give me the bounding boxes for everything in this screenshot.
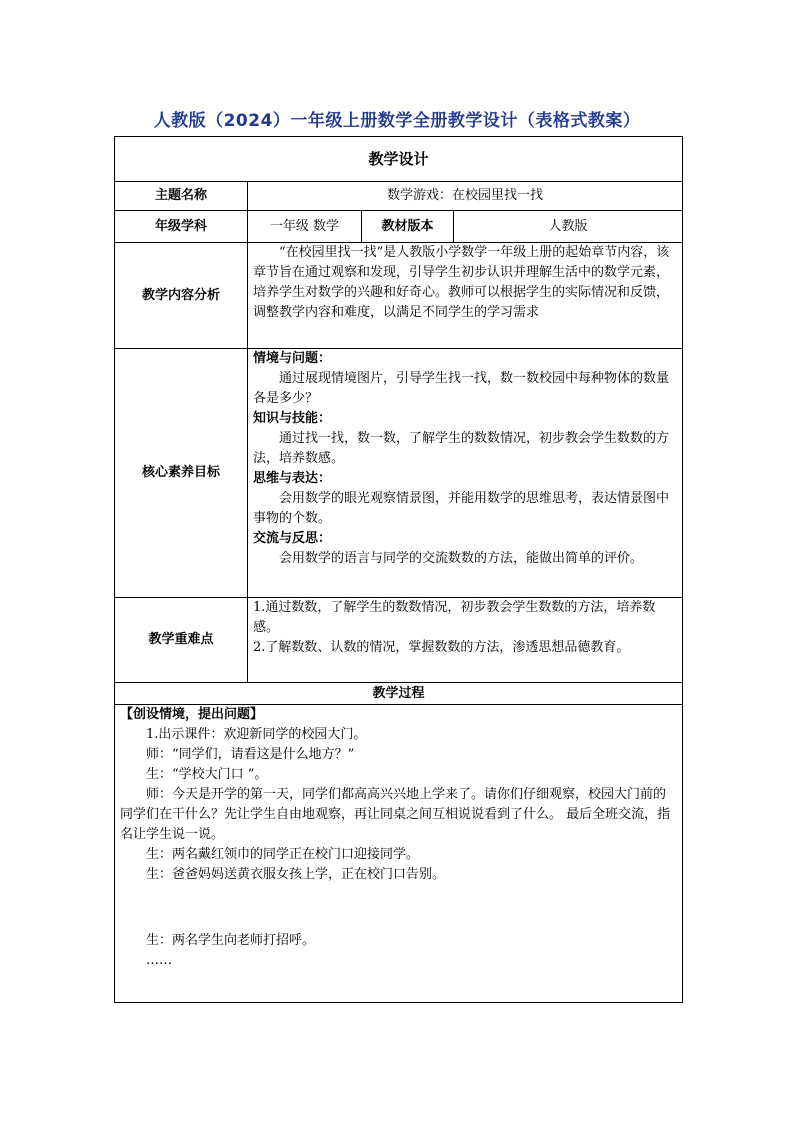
goals-label: 核心素养目标 bbox=[115, 349, 248, 598]
analysis-content bbox=[248, 243, 683, 349]
process-content bbox=[115, 705, 683, 1003]
keypoints-label: 教学重难点 bbox=[115, 598, 248, 683]
goals-row bbox=[115, 349, 683, 598]
process-line: 生：两名戴红领巾的同学正在校门口迎接同学。 bbox=[146, 847, 420, 862]
process-line: 师：今天是开学的第一天，同学们都高高兴兴地上学来了。请你们仔细观察，校园大门前的同学们在干什么？先让学生自由地观察，再让同桌之间互相说说看到了什么。 最后全班交流，指名让学生说一说。 bbox=[120, 787, 671, 842]
goal-text: 会用数学的语言与同学的交流数数的方法，能做出简单的评价。 bbox=[279, 551, 644, 566]
grade-value: 一年级 数学 bbox=[248, 211, 362, 243]
process-label: 教学过程 bbox=[115, 683, 683, 705]
lesson-plan-table bbox=[114, 136, 683, 1003]
keypoint-item: 2.了解数数、认数的情况，掌握数数的方法，渗透思想品德教育。 bbox=[253, 640, 630, 655]
process-line: 1.出示课件：欢迎新同学的校园大门。 bbox=[146, 727, 367, 742]
keypoints-row bbox=[115, 598, 683, 683]
process-section-title: 【创设情境，提出问题】 bbox=[120, 707, 264, 722]
process-line: 生：两名学生向老师打招呼。 bbox=[146, 933, 316, 948]
process-line: 生：爸爸妈妈送黄衣服女孩上学，正在校门口告别。 bbox=[146, 867, 446, 882]
process-line: 生：“学校大门口 ”。 bbox=[146, 767, 268, 782]
grade-row bbox=[115, 211, 683, 243]
process-header-row bbox=[115, 683, 683, 705]
topic-label: 主题名称 bbox=[115, 182, 248, 211]
goal-text: 会用数学的眼光观察情景图，并能用数学的思维思考，表达情景图中事物的个数。 bbox=[253, 491, 670, 526]
goal-text: 通过找一找，数一数，了解学生的数数情况，初步教会学生数数的方法，培养数感。 bbox=[253, 431, 670, 466]
goal-heading: 思维与表达： bbox=[253, 471, 332, 486]
edition-label: 教材版本 bbox=[362, 211, 454, 243]
topic-value: 数学游戏：在校园里找一找 bbox=[248, 182, 683, 211]
goal-heading: 交流与反思： bbox=[253, 531, 332, 546]
grade-label: 年级学科 bbox=[115, 211, 248, 243]
process-ellipsis: …… bbox=[146, 953, 172, 968]
analysis-row bbox=[115, 243, 683, 349]
analysis-label: 教学内容分析 bbox=[115, 243, 248, 349]
process-row bbox=[115, 705, 683, 1003]
blank-space bbox=[120, 885, 677, 931]
topic-row bbox=[115, 182, 683, 211]
keypoint-item: 1.通过数数，了解学生的数数情况，初步教会学生数数的方法，培养数感。 bbox=[253, 600, 656, 635]
process-line: 师：“同学们，请看这是什么地方？” bbox=[146, 747, 355, 762]
goal-heading: 情境与问题： bbox=[253, 351, 332, 366]
table-header: 教学设计 bbox=[115, 137, 683, 182]
document-title: 人教版（2024）一年级上册数学全册教学设计（表格式教案） bbox=[153, 111, 641, 131]
analysis-text: “在校园里找一找”是人教版小学数学一年级上册的起始章节内容，该章节旨在通过观察和发现，引导学生初步认识并理解生活中的数学元素，培养学生对数学的兴趣和好奇心。教师可以根据学生的实际情况和反馈，调整教学内容和难度，以满足不同学生的学习需求 bbox=[253, 245, 670, 320]
goal-text: 通过展现情境图片，引导学生找一找，数一数校园中每种物体的数量各是多少？ bbox=[253, 371, 670, 406]
header-row bbox=[115, 137, 683, 182]
goal-heading: 知识与技能： bbox=[253, 411, 332, 426]
goals-content bbox=[248, 349, 683, 598]
keypoints-content bbox=[248, 598, 683, 683]
edition-value: 人教版 bbox=[454, 211, 683, 243]
